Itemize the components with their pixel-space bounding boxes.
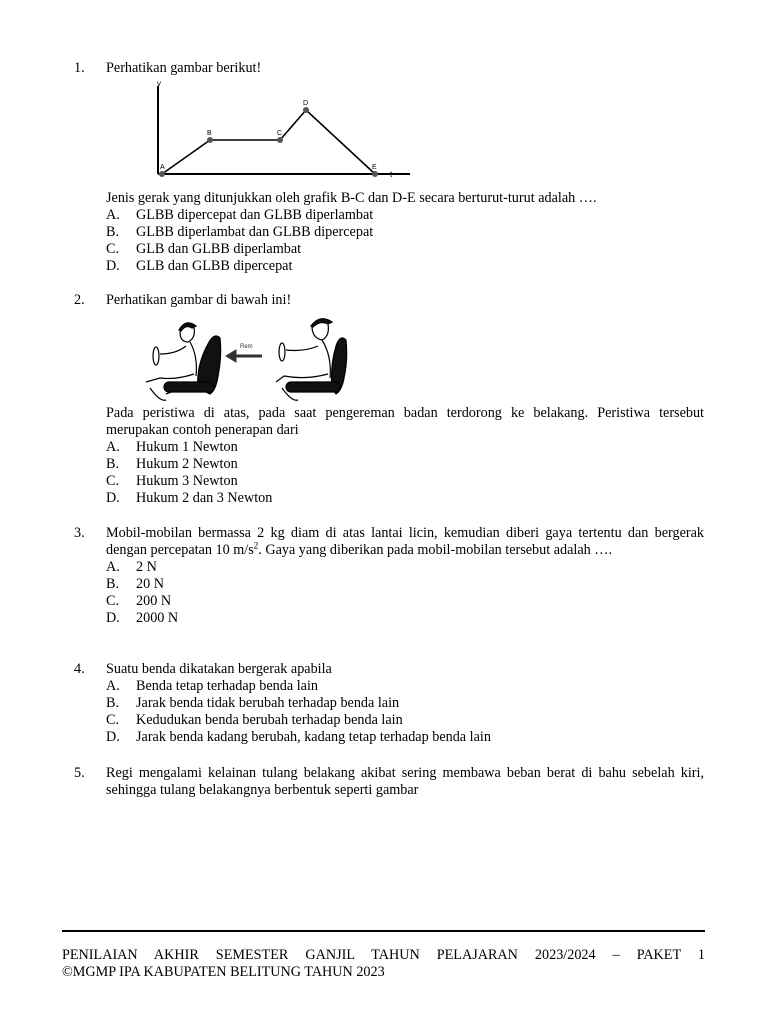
driver-leaning-back-figure: [146, 323, 221, 400]
option-a: [106, 439, 704, 456]
option-text: GLBB diperlambat dan GLBB dipercepat: [136, 224, 374, 240]
velocity-time-graph: [140, 78, 420, 188]
option-d: [106, 258, 704, 275]
question-number: 4.: [74, 661, 85, 677]
option-letter: A.: [106, 207, 120, 223]
option-a: [106, 207, 704, 224]
option-c: [106, 712, 704, 729]
driver-upright-figure: [276, 319, 347, 400]
option-text: Jarak benda kadang berubah, kadang tetap terhadap benda lain: [136, 729, 491, 745]
option-text: Hukum 1 Newton: [136, 439, 238, 455]
footer-exam-title: PENILAIAN AKHIR SEMESTER GANJIL TAHUN PELAJARAN 2023/2024 – PAKET 1: [62, 947, 705, 963]
graph-label-b: B: [207, 130, 212, 137]
graph-point-b: [207, 137, 213, 143]
graph-point-c: [277, 137, 283, 143]
question-2-body: [74, 405, 704, 507]
option-letter: D.: [106, 610, 120, 626]
footer-divider: [62, 930, 705, 932]
option-text: GLB dan GLBB dipercepat: [136, 258, 293, 274]
question-stem: Jenis gerak yang ditunjukkan oleh grafik B-C dan D-E secara berturut-turut adalah ….: [106, 190, 597, 206]
option-c: [106, 241, 704, 258]
option-text: Hukum 2 dan 3 Newton: [136, 490, 273, 506]
option-letter: D.: [106, 729, 120, 745]
option-text: Jarak benda tidak berubah terhadap benda lain: [136, 695, 400, 711]
option-letter: B.: [106, 576, 120, 592]
question-number: 3.: [74, 525, 85, 541]
question-stem: Regi mengalami kelainan tulang belakang akibat sering membawa beban berat di bahu sebelah kiri, sehingga tulang belakangnya berbentuk seperti gambar: [106, 765, 704, 798]
graph-label-e: E: [372, 164, 377, 171]
superscript: 2: [253, 540, 259, 551]
option-letter: C.: [106, 712, 120, 728]
option-letter: D.: [106, 258, 120, 274]
question-1: [74, 60, 704, 77]
option-letter: C.: [106, 473, 120, 489]
brake-arrow: [226, 350, 262, 362]
option-letter: C.: [106, 241, 120, 257]
brake-label: Rem: [240, 344, 253, 350]
question-number: 2.: [74, 292, 85, 308]
option-b: [106, 576, 704, 593]
question-5: [74, 765, 704, 799]
graph-label-a: A: [160, 164, 165, 171]
option-letter: D.: [106, 490, 120, 506]
option-b: [106, 695, 704, 712]
option-text: Benda tetap terhadap benda lain: [136, 678, 318, 694]
option-letter: C.: [106, 593, 120, 609]
option-letter: B.: [106, 695, 120, 711]
question-prompt: Perhatikan gambar di bawah ini!: [106, 292, 292, 308]
option-text: 2 N: [136, 559, 157, 575]
option-letter: A.: [106, 678, 120, 694]
page-footer: [62, 947, 705, 981]
question-1-body: [74, 190, 704, 275]
question-2: [74, 292, 704, 309]
option-d: [106, 610, 704, 627]
graph-label-d: D: [303, 100, 309, 107]
question-stem: Mobil-mobilan bermassa 2 kg diam di atas lantai licin, kemudian diberi gaya tertentu dan bergerak dengan percepatan 10 $m/s^2$. Gaya yang diberikan pada mobil-mobilan tersebut adalah ….: [106, 525, 704, 558]
option-d: [106, 729, 704, 746]
question-stem: Pada peristiwa di atas, pada saat pengereman badan terdorong ke belakang. Peristiwa tersebut merupakan contoh penerapan dari: [106, 405, 704, 438]
question-stem: Suatu benda dikatakan bergerak apabila: [106, 661, 332, 677]
graph-point-d: [303, 107, 309, 113]
question-3: [74, 525, 704, 627]
graph-point-a: [159, 171, 165, 177]
option-b: [106, 456, 704, 473]
option-c: [106, 473, 704, 490]
option-letter: A.: [106, 559, 120, 575]
option-text: Hukum 3 Newton: [136, 473, 238, 489]
option-text: Hukum 2 Newton: [136, 456, 238, 472]
question-prompt: Perhatikan gambar berikut!: [106, 60, 262, 76]
axis-t-label: t: [390, 170, 393, 179]
option-text: GLB dan GLBB diperlambat: [136, 241, 302, 257]
braking-illustration: [136, 316, 356, 404]
option-a: [106, 559, 704, 576]
option-text: Kedudukan benda berubah terhadap benda lain: [136, 712, 403, 728]
option-a: [106, 678, 704, 695]
question-4: [74, 661, 704, 746]
option-b: [106, 224, 704, 241]
question-number: 1.: [74, 60, 85, 76]
graph-label-c: C: [277, 130, 283, 137]
option-letter: A.: [106, 439, 120, 455]
footer-copyright: ©MGMP IPA KABUPATEN BELITUNG TAHUN 2023: [62, 964, 385, 980]
axis-v-label: v: [157, 79, 161, 88]
option-c: [106, 593, 704, 610]
option-text: 20 N: [136, 576, 164, 592]
option-text: 2000 N: [136, 610, 179, 626]
graph-point-e: [372, 171, 378, 177]
option-text: GLBB dipercepat dan GLBB diperlambat: [136, 207, 374, 223]
option-letter: B.: [106, 456, 120, 472]
option-text: 200 N: [136, 593, 172, 609]
option-letter: B.: [106, 224, 120, 240]
question-number: 5.: [74, 765, 85, 781]
option-d: [106, 490, 704, 507]
